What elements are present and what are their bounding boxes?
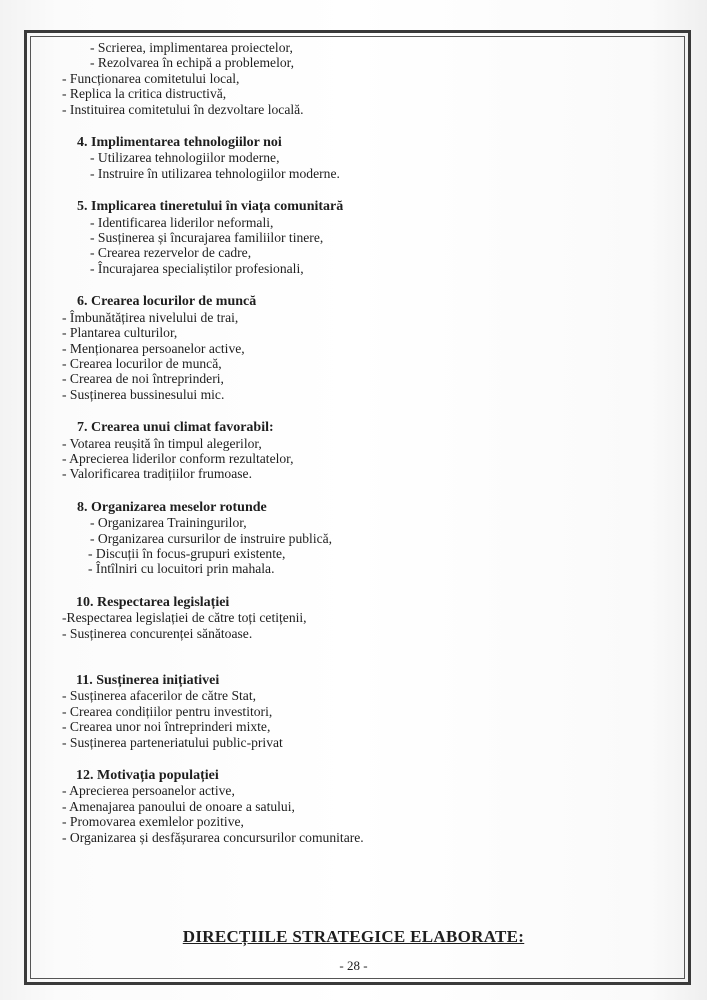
list-item: - Crearea unor noi întreprinderi mixte, [62,719,271,735]
document-content [62,40,662,863]
section-4 [62,420,662,482]
list-item: - Încurajarea specialiștilor profesionali, [90,260,304,276]
list-item: - Instituirea comitetului în dezvoltare locală. [62,101,304,117]
list-item: - Organizarea și desfășurarea concursurilor comunitare. [62,829,364,845]
list-item: - Susținerea și încurajarea familiilor tinere, [90,230,324,246]
list-item: - Funcționarea comitetului local, [62,70,240,86]
section-7 [62,673,662,750]
list-item: - Organizarea Trainingurilor, [90,515,247,531]
section-heading: 5. Implicarea tineretului în viața comunitară [77,199,344,215]
list-item: - Susținerea parteneriatului public-privat [62,734,283,750]
section-heading: 10. Respectarea legislației [76,594,230,610]
list-item: - Valorificarea tradițiilor frumoase. [62,466,252,482]
list-item: - Îmbunătățirea nivelului de trai, [62,309,239,325]
list-item: - Amenajarea panoului de onoare a satului, [62,798,295,814]
section-2 [62,199,662,276]
list-item: - Întîlniri cu locuitori prin mahala. [88,561,275,577]
section-heading: 11. Susținerea inițiativei [76,673,220,688]
section-heading: 4. Implimentarea tehnologiilor noi [77,135,282,151]
list-item: - Aprecierea liderilor conform rezultatelor, [62,450,294,466]
list-item: - Crearea de noi întreprinderi, [62,371,224,387]
list-item: - Discuții în focus-grupuri existente, [88,545,286,561]
section-3 [62,294,662,402]
section-heading: 8. Organizarea meselor rotunde [77,499,267,515]
list-item: - Organizarea cursurilor de instruire publică, [90,530,333,546]
page-number: - 28 - [339,958,368,973]
list-item: - Replica la critica distructivă, [62,86,227,102]
section-heading: 6. Crearea locurilor de muncă [77,294,257,310]
list-item: - Identificarea liderilor neformali, [90,214,274,230]
list-item: - Aprecierea persoanelor active, [62,783,235,799]
section-title-strategic-directions: DIRECȚIILE STRATEGICE ELABORATE: [182,927,525,946]
list-item: - Crearea locurilor de muncă, [62,355,222,371]
list-item: - Menționarea persoanelor active, [62,340,245,356]
section-heading: 12. Motivația populației [76,768,219,784]
list-item: - Votarea reușită în timpul alegerilor, [62,435,262,451]
section-6 [62,595,662,641]
section-8 [62,768,662,845]
list-item: - Crearea rezervelor de cadre, [90,245,252,261]
section-5 [62,500,662,577]
list-item: - Rezolvarea în echipă a problemelor, [90,55,295,71]
section-0 [62,40,662,117]
list-item: - Promovarea exemlelor pozitive, [62,814,244,830]
list-item: - Instruire în utilizarea tehnologiilor moderne. [90,165,340,181]
list-item: - Scrierea, implimentarea proiectelor, [90,40,293,55]
list-item: -Respectarea legislației de către toți cetițenii, [62,610,307,626]
list-item: - Crearea condițiilor pentru investitori, [62,703,273,719]
section-1 [62,135,662,181]
section-heading: 7. Crearea unui climat favorabil: [77,420,274,436]
list-item: - Susținerea concurenței sănătoase. [62,625,253,641]
list-item: - Utilizarea tehnologiilor moderne, [90,150,280,166]
list-item: - Susținerea afacerilor de către Stat, [62,688,256,704]
list-item: - Susținerea bussinesului mic. [62,386,225,402]
list-item: - Plantarea culturilor, [62,325,178,341]
